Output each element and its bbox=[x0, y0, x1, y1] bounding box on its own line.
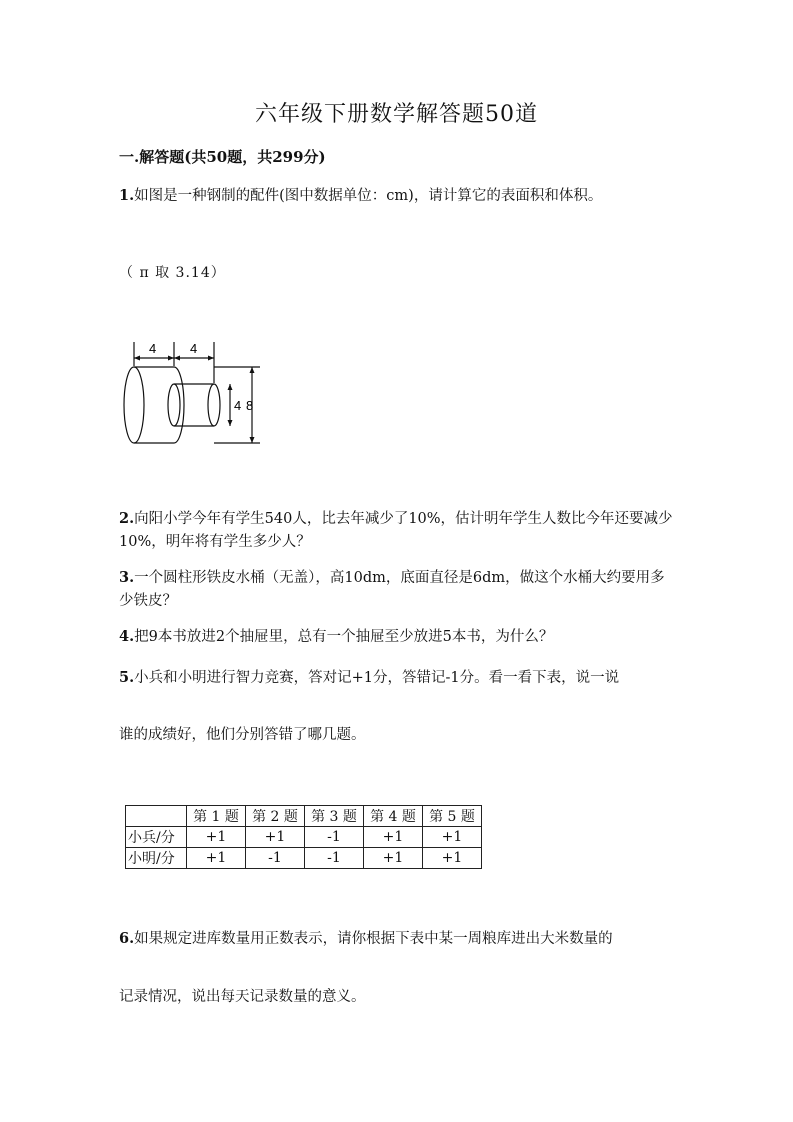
question-5 bbox=[119, 666, 679, 690]
question-number: 1. bbox=[119, 187, 135, 204]
question-2 bbox=[119, 507, 679, 554]
question-1 bbox=[119, 184, 679, 208]
section-heading: 一.解答题(共50题，共299分) bbox=[119, 148, 326, 166]
table-row bbox=[126, 848, 482, 869]
question-4 bbox=[119, 625, 679, 649]
table-cell: +1 bbox=[423, 848, 482, 869]
table-cell bbox=[126, 806, 187, 827]
question-text: 一个圆柱形铁皮水桶（无盖），高10dm，底面直径是6dm，做这个水桶大约要用多少铁皮？ bbox=[119, 570, 665, 609]
table-header-cell: 第 3 题 bbox=[305, 806, 364, 827]
table-cell: -1 bbox=[305, 827, 364, 848]
question-text: 把9本书放进2个抽屉里，总有一个抽屉至少放进5本书，为什么？ bbox=[134, 629, 554, 645]
table-cell: -1 bbox=[246, 848, 305, 869]
question-text: 如果规定进库数量用正数表示，请你根据下表中某一周粮库进出大米数量的 bbox=[134, 931, 613, 947]
table-cell: +1 bbox=[246, 827, 305, 848]
table-cell: +1 bbox=[187, 848, 246, 869]
table-header-row bbox=[126, 806, 482, 827]
table-cell: +1 bbox=[364, 848, 423, 869]
question-number: 3. bbox=[119, 569, 135, 586]
question-5-continued: 谁的成绩好，他们分别答错了哪几题。 bbox=[119, 727, 366, 743]
dim-top-left: 4 bbox=[149, 341, 157, 356]
dim-top-right: 4 bbox=[190, 341, 198, 356]
question-text: 如图是一种钢制的配件(图中数据单位：cm)，请计算它的表面积和体积。 bbox=[134, 188, 603, 204]
dim-inner: 4 bbox=[234, 398, 242, 413]
table-cell: 小兵/分 bbox=[126, 827, 187, 848]
pi-note: （ π 取 3.14） bbox=[119, 265, 226, 281]
dim-outer: 8 bbox=[246, 398, 254, 413]
score-table bbox=[125, 805, 482, 869]
table-cell: +1 bbox=[423, 827, 482, 848]
question-6 bbox=[119, 927, 679, 951]
question-3 bbox=[119, 566, 679, 613]
question-6-continued: 记录情况，说出每天记录数量的意义。 bbox=[119, 989, 366, 1005]
table-row bbox=[126, 827, 482, 848]
question-number: 6. bbox=[119, 930, 135, 947]
table-cell: +1 bbox=[187, 827, 246, 848]
question-text: 小兵和小明进行智力竞赛，答对记+1分，答错记-1分。看一看下表，说一说 bbox=[134, 670, 620, 686]
table-header-cell: 第 1 题 bbox=[187, 806, 246, 827]
table-cell: +1 bbox=[364, 827, 423, 848]
page-title: 六年级下册数学解答题50道 bbox=[255, 102, 538, 127]
question-number: 5. bbox=[119, 669, 135, 686]
cylinder-figure bbox=[118, 336, 268, 448]
question-number: 2. bbox=[119, 510, 135, 527]
table-header-cell: 第 2 题 bbox=[246, 806, 305, 827]
table-header-cell: 第 5 题 bbox=[423, 806, 482, 827]
table-cell: 小明/分 bbox=[126, 848, 187, 869]
table-header-cell: 第 4 题 bbox=[364, 806, 423, 827]
question-text: 向阳小学今年有学生540人，比去年减少了10%，估计明年学生人数比今年还要减少10%，明年将有学生多少人？ bbox=[119, 511, 673, 550]
table-cell: -1 bbox=[305, 848, 364, 869]
question-number: 4. bbox=[119, 628, 135, 645]
